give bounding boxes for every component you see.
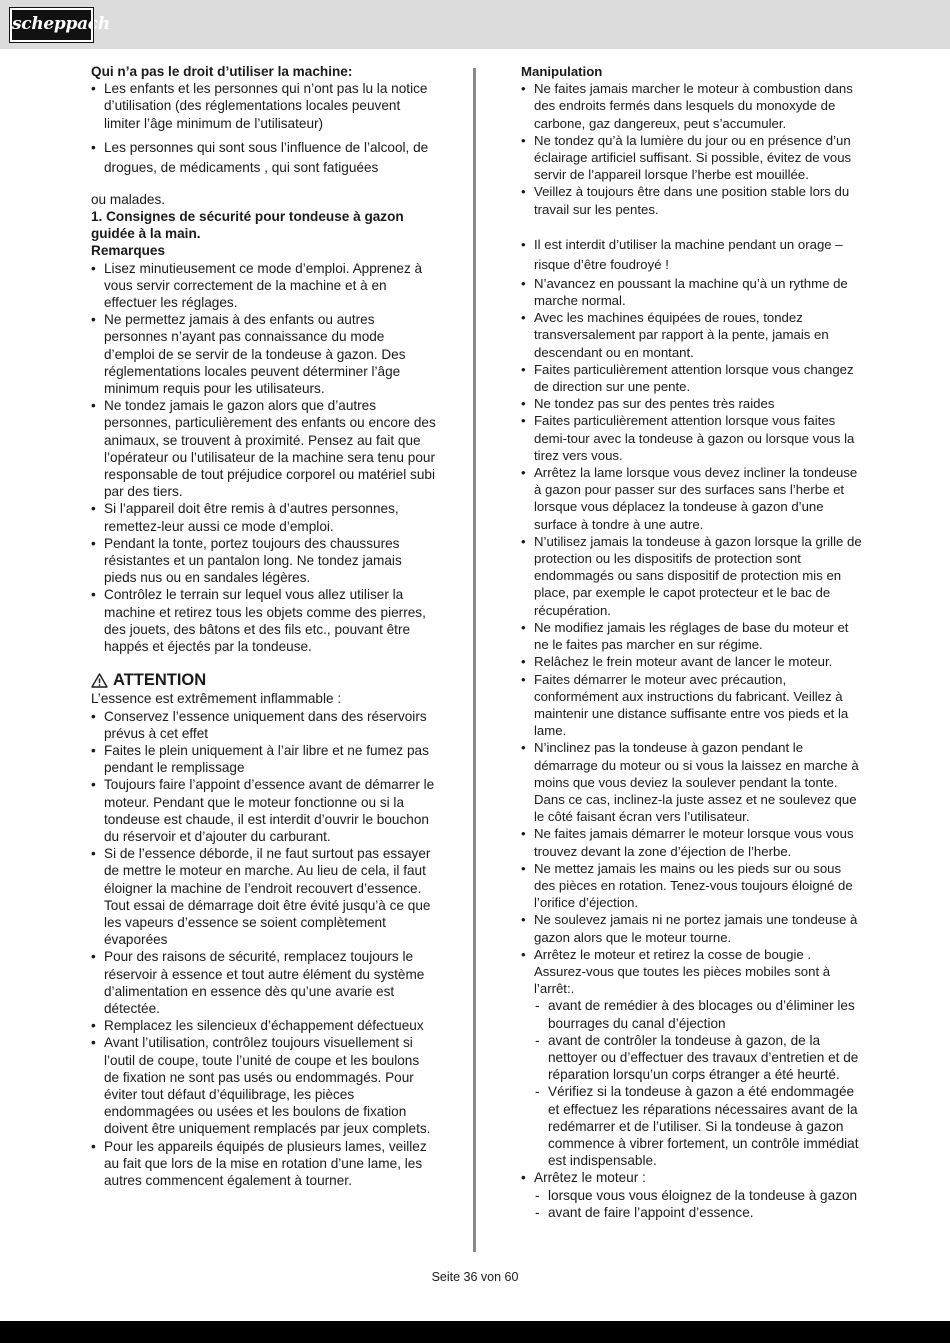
list-item: • Veillez à toujours être dans une position stable lors du travail sur les pentes. (521, 183, 866, 217)
who-tail: ou malades. (91, 191, 166, 207)
list-item: • Pour des raisons de sécurité, remplacez toujours le réservoir à essence et tout autre élément du système d’alimentation en essence dès qu’une avarie est détectée. (91, 948, 437, 1017)
left-column (91, 63, 437, 1189)
sub-list-item: - Vérifiez si la tondeuse à gazon a été endommagée et effectuez les réparations nécessaires avant de la redémarrer et de l’utiliser. Si la tondeuse à gazon commence à vibrer fortement, un contrôle immédiat est indispensable. (534, 1083, 866, 1169)
list-item: • N’inclinez pas la tondeuse à gazon pendant le démarrage du moteur ou si vous la laissez en marche à moins que vous deviez la soulever pendant la tonte. Dans ce cas, inclinez-la juste assez et ne soulevez que le côté faisant écran vers l’utilisateur. (521, 739, 866, 825)
list-item: • Arrêtez la lame lorsque vous devez incliner la tondeuse à gazon pour passer sur des surfaces sans l’herbe et lorsque vous déplacez la tondeuse à gazon d’une surface à tondre à une autre. (521, 464, 866, 533)
list-item: • Ne faites jamais démarrer le moteur lorsque vous vous trouvez devant la zone d’éjection de l’herbe. (521, 825, 866, 859)
engine-sublist (534, 1187, 866, 1221)
brand-logo: scheppach (10, 8, 93, 42)
list-item: • Les personnes qui sont sous l’influence de l’alcool, de drogues, de médicaments , qui sont fatiguées (91, 138, 437, 178)
list-item: • N’utilisez jamais la tondeuse à gazon lorsque la grille de protection ou les dispositifs de protection sont endommagés ou sans dispositif de protection mis en place, par exemple le capot protecteur et le bac de récupération. (521, 533, 866, 619)
list-item: • Lisez minutieusement ce mode d’emploi. Apprenez à vous servir correctement de la machine et à en effectuer les réglages. (91, 260, 437, 312)
list-item: • Ne faites jamais marcher le moteur à combustion dans des endroits fermés dans lesquels du monoxyde de carbone, gaz dangereux, peut s’accumuler. (521, 80, 866, 132)
list-item: • Avec les machines équipées de roues, tondez transversalement par rapport à la pente, jamais en descendant ou en montant. (521, 309, 866, 361)
stop-item-text: Arrêtez le moteur et retirez la cosse de bougie . Assurez-vous que toutes les pièces mobiles sont à l’arrêt:. (534, 946, 831, 997)
column-divider (473, 68, 476, 1252)
list-item: • Remplacez les silencieux d’échappement défectueux (91, 1017, 437, 1034)
list-item: • Ne tondez jamais le gazon alors que d’autres personnes, particulièrement des enfants ou encore des animaux, se trouvent à proximité. Pensez au fait que l’opérateur ou l’utilisateur de la machine sera tenu pour responsable de tout préjudice corporel ou matériel subi par des tiers. (91, 397, 437, 500)
list-item: • Faites particulièrement attention lorsque vous faites demi-tour avec la tondeuse à gazon ou lorsque vous la tirez vers vous. (521, 412, 866, 464)
manipulation-list-a (521, 80, 866, 218)
manipulation-heading: Manipulation (521, 64, 603, 79)
list-item: • Il est interdit d’utiliser la machine pendant un orage – risque d’être foudroyé ! (521, 235, 866, 275)
sub-list-item: - avant de contrôler la tondeuse à gazon, de la nettoyer ou d’effectuer des travaux d’entretien et de réparation lorsqu’un corps étranger a été heurté. (534, 1032, 866, 1084)
who-list (91, 80, 437, 178)
section-heading: 1. Consignes de sécurité pour tondeuse à gazon guidée à la main. (91, 209, 404, 242)
list-item: • Faites particulièrement attention lorsque vous changez de direction sur une pente. (521, 361, 866, 395)
list-item: • Faites démarrer le moteur avec précaution, conformément aux instructions du fabricant. Veillez à maintenir une distance suffisante entre vos pieds et la lame. (521, 671, 866, 740)
list-item (521, 1169, 866, 1221)
who-heading: Qui n’a pas le droit d’utiliser la machine: (91, 64, 353, 79)
list-item: • Conservez l’essence uniquement dans des réservoirs prévus à cet effet (91, 708, 437, 742)
list-item: • Avant l’utilisation, contrôlez toujours visuellement si l’outil de coupe, toute l’unité de coupe et les boulons de fixation ne sont pas usés ou endommagés. Pour éviter tout défaut d’équilibrage, les pièces endommagées ou usées et les boulons de fixation doivent être uniquement remplacés par jeux complets. (91, 1034, 437, 1137)
header-bar (0, 0, 950, 49)
list-item: • Ne mettez jamais les mains ou les pieds sur ou sous des pièces en rotation. Tenez-vous toujours éloigné de l’orifice d’éjection. (521, 860, 866, 912)
attention-heading (91, 670, 437, 690)
footer-bar (0, 1321, 950, 1343)
list-item: • Faites le plein uniquement à l’air libre et ne fumez pas pendant le remplissage (91, 742, 437, 776)
stop-sublist (534, 997, 866, 1169)
list-item: • Ne soulevez jamais ni ne portez jamais une tondeuse à gazon alors que le moteur tourne. (521, 911, 866, 945)
list-item: • Ne tondez qu’à la lumière du jour ou en présence d’un éclairage artificiel suffisant. Si possible, évitez de vous servir de l’appareil lorsque l’herbe est mouillée. (521, 132, 866, 184)
remarks-list (91, 260, 437, 656)
list-item: • Si de l’essence déborde, il ne faut surtout pas essayer de mettre le moteur en marche. Au lieu de cela, il faut éloigner la machine de l’endroit recouvert d’essence. Tout essai de démarrage doit être évité jusqu’à ce que les vapeurs d’essence se soient complètement évaporées (91, 845, 437, 948)
attention-title: ATTENTION (113, 671, 207, 690)
sub-list-item: - lorsque vous vous éloignez de la tondeuse à gazon (534, 1187, 866, 1204)
list-item: • Ne permettez jamais à des enfants ou autres personnes n’ayant pas connaissance du mode d’emploi de se servir de la tondeuse à gazon. Des réglementations locales peuvent déterminer l’âge minimum requis pour les utilisateurs. (91, 311, 437, 397)
list-item: • Relâchez le frein moteur avant de lancer le moteur. (521, 653, 866, 670)
attention-list (91, 708, 437, 1190)
list-item: • Si l’appareil doit être remis à d’autres personnes, remettez-leur aussi ce mode d’emploi. (91, 500, 437, 534)
sub-list-item: - avant de remédier à des blocages ou d’éliminer les bourrages du canal d’éjection (534, 997, 866, 1031)
sub-list-item: - avant de faire l’appoint d’essence. (534, 1204, 866, 1221)
list-item: • Pour les appareils équipés de plusieurs lames, veillez au fait que lors de la mise en rotation d’une lame, les autres commencent également à tourner. (91, 1138, 437, 1190)
engine-item-text: Arrêtez le moteur : (534, 1170, 646, 1186)
list-item: • Ne modifiez jamais les réglages de base du moteur et ne le faites pas marcher en sur régime. (521, 619, 866, 653)
list-item: • Toujours faire l’appoint d’essence avant de démarrer le moteur. Pendant que le moteur fonctionne ou si la tondeuse est chaude, il est interdit d’ouvrir le bouchon du réservoir et d’ajouter du carburant. (91, 776, 437, 845)
list-item: • Pendant la tonte, portez toujours des chaussures résistantes et un pantalon long. Ne tondez jamais pieds nus ou en sandales légères. (91, 535, 437, 587)
attention-intro: L’essence est extrêmement inflammable : (91, 691, 342, 707)
page-number: Seite 36 von 60 (431, 1270, 519, 1284)
right-column (521, 63, 866, 1221)
remarks-heading: Remarques (91, 243, 166, 259)
list-item: • Ne tondez pas sur des pentes très raides (521, 395, 866, 412)
list-item: • N’avancez en poussant la machine qu’à un rythme de marche normal. (521, 275, 866, 309)
list-item: • Les enfants et les personnes qui n’ont pas lu la notice d’utilisation (des réglementations locales peuvent limiter l’âge minimum de l’utilisateur) (91, 80, 437, 132)
list-item: • Contrôlez le terrain sur lequel vous allez utiliser la machine et retirez tous les objets comme des pierres, des jouets, des bâtons et des fils etc., pouvant être happés et éjectés par la tondeuse. (91, 586, 437, 655)
list-item (521, 946, 866, 1170)
warning-triangle-icon (91, 673, 108, 688)
manipulation-list-b (521, 235, 866, 1221)
